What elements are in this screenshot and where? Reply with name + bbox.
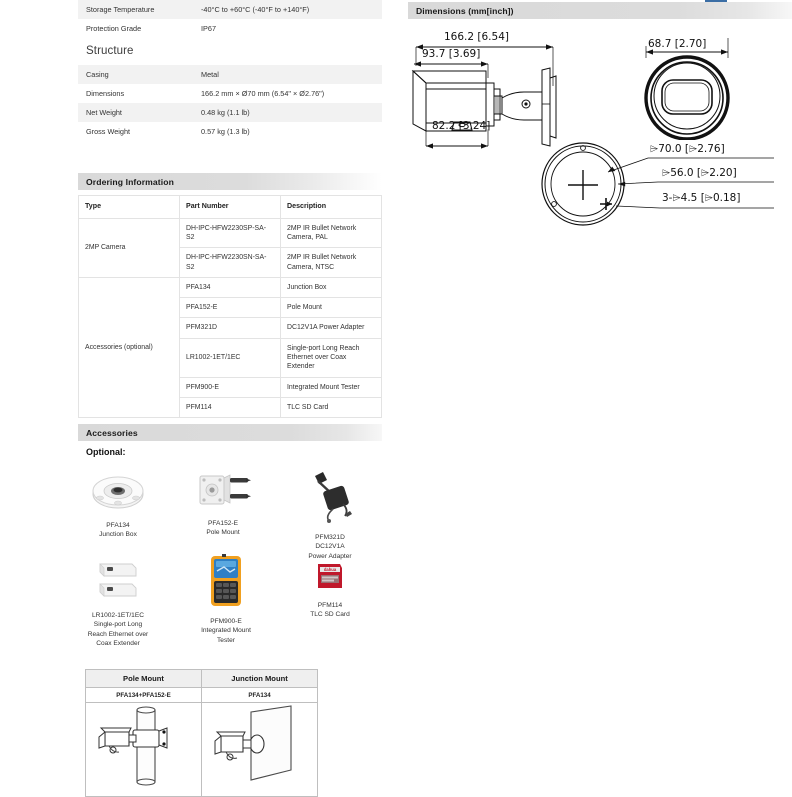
spec-table-top [78, 0, 382, 141]
accessory-label-line: Coax Extender [96, 640, 140, 648]
accessory-label-line: Integrated Mount [201, 627, 251, 635]
coax-extender-icon [72, 558, 164, 606]
junction-box-icon [80, 474, 156, 516]
spec-key: Gross Weight [78, 122, 193, 141]
table-row [79, 218, 382, 248]
accessory-label-line: PFM900-E [210, 617, 242, 625]
accessory-label-line: TLC SD Card [310, 611, 350, 619]
ordering-header-cell: Type [79, 196, 180, 219]
spec-key: Dimensions [78, 84, 193, 103]
spec-key: Storage Temperature [78, 0, 193, 19]
mount-col-parts: PFA134+PFA152-E [86, 688, 202, 703]
svg-text:dahua: dahua [323, 567, 337, 573]
ordering-desc-cell: DC12V1A Power Adapter [281, 318, 382, 338]
accessory-label-line: LR1002-1ET/1EC [91, 611, 145, 619]
ordering-information-table [78, 195, 382, 418]
spec-value: IP67 [193, 19, 382, 38]
pole-mount-diagram-icon [89, 704, 199, 790]
accessory-label-line: PFA152-E [207, 519, 239, 527]
accessory-coax-extender [72, 558, 164, 649]
accessories-banner [78, 424, 382, 441]
accessory-power-adapter [292, 468, 368, 561]
spec-key: Net Weight [78, 103, 193, 122]
ordering-desc-cell: 2MP IR Bullet Network Camera, NTSC [281, 248, 382, 278]
accessory-label-line: Single-port Long [93, 621, 143, 629]
dimension-label-base-outer: ⌲70.0 [⌲2.76] [650, 143, 725, 155]
spec-row [78, 122, 382, 141]
spec-row [78, 65, 382, 84]
mount-col-parts: PFA134 [202, 688, 318, 703]
section-heading: Structure [78, 38, 382, 64]
ordering-desc-cell: TLC SD Card [281, 398, 382, 418]
spec-key: Casing [78, 65, 193, 84]
accessory-label-line: PFM114 [317, 601, 343, 609]
sd-card-icon [292, 562, 368, 596]
spec-value: 0.48 kg (1.1 lb) [193, 103, 382, 122]
dimension-label-base-inner: ⌲56.0 [⌲2.20] [662, 167, 737, 179]
ordering-type-cell: Accessories (optional) [79, 277, 180, 418]
dimensions-banner-label: Dimensions (mm[inch]) [416, 5, 514, 16]
spec-key: Protection Grade [78, 19, 193, 38]
section-heading-row [78, 38, 382, 64]
dimension-label-length-total: 166.2 [6.54] [444, 31, 509, 43]
spec-value: Metal [193, 65, 382, 84]
mount-col-title: Junction Mount [202, 670, 318, 688]
spec-row [78, 0, 382, 19]
accessory-label-line: DC12V1A [315, 543, 345, 551]
ordering-part-cell: PFA134 [180, 277, 281, 297]
spec-value: 166.2 mm × Ø70 mm (6.54" × Ø2.76") [193, 84, 382, 103]
ordering-banner-label: Ordering Information [86, 176, 174, 187]
power-adapter-icon [292, 468, 368, 528]
accessory-pole-mount [185, 470, 261, 538]
ordering-part-cell: PFM900-E [180, 377, 281, 397]
accessory-label-line: PFA134 [106, 521, 130, 529]
accessory-label-line: PFM321D [315, 533, 345, 541]
junction-mount-diagram-icon [205, 704, 315, 790]
ordering-part-cell: DH-IPC-HFW2230SN-SA-S2 [180, 248, 281, 278]
ordering-header-cell: Part Number [180, 196, 281, 219]
table-row [79, 277, 382, 297]
ordering-desc-cell: Junction Box [281, 277, 382, 297]
ordering-part-cell: DH-IPC-HFW2230SP-SA-S2 [180, 218, 281, 248]
accessory-label-line: Power Adapter [308, 552, 352, 560]
accessories-banner-label: Accessories [86, 427, 138, 438]
optional-label: Optional: [86, 447, 126, 457]
accessory-mount-tester [186, 554, 266, 645]
ordering-part-cell: LR1002-1ET/1EC [180, 338, 281, 377]
ordering-desc-cell: Integrated Mount Tester [281, 377, 382, 397]
accessory-label-line: Tester [217, 636, 235, 644]
accessory-label-line: Junction Box [99, 531, 137, 539]
spec-value: -40°C to +60°C (-40°F to +140°F) [193, 0, 382, 19]
mount-tester-icon [186, 554, 266, 612]
dimension-label-length-body: 93.7 [3.69] [422, 48, 481, 60]
ordering-desc-cell: Single-port Long Reach Ethernet over Coax Extender [281, 338, 382, 377]
ordering-header-row [79, 196, 382, 219]
spec-row [78, 103, 382, 122]
dimension-label-front-width: 68.7 [2.70] [648, 38, 707, 50]
spec-value: 0.57 kg (1.3 lb) [193, 122, 382, 141]
dimension-label-holes: 3-⌲4.5 [⌲0.18] [662, 192, 741, 204]
mount-comparison-table [85, 669, 318, 797]
pole-mount-diagram-cell [86, 703, 202, 797]
accessory-label-line: Reach Ethernet over [87, 630, 149, 638]
ordering-part-cell: PFM321D [180, 318, 281, 338]
ordering-part-cell: PFA152-E [180, 298, 281, 318]
spec-row [78, 84, 382, 103]
ordering-type-cell: 2MP Camera [79, 218, 180, 277]
accessory-label-line: Pole Mount [206, 529, 240, 537]
dimensions-banner [408, 2, 792, 19]
pole-mount-icon [185, 470, 261, 514]
dimension-label-height-body: 82.2 [3.24] [432, 120, 491, 132]
ordering-desc-cell: 2MP IR Bullet Network Camera, PAL [281, 218, 382, 248]
accessory-sd-card [292, 562, 368, 620]
junction-mount-diagram-cell [202, 703, 318, 797]
spec-row [78, 19, 382, 38]
ordering-desc-cell: Pole Mount [281, 298, 382, 318]
camera-front-view-drawing [640, 36, 760, 140]
ordering-information-banner [78, 173, 382, 190]
accessory-junction-box [80, 474, 156, 540]
mount-col-title: Pole Mount [86, 670, 202, 688]
ordering-header-cell: Description [281, 196, 382, 219]
ordering-part-cell: PFM114 [180, 398, 281, 418]
